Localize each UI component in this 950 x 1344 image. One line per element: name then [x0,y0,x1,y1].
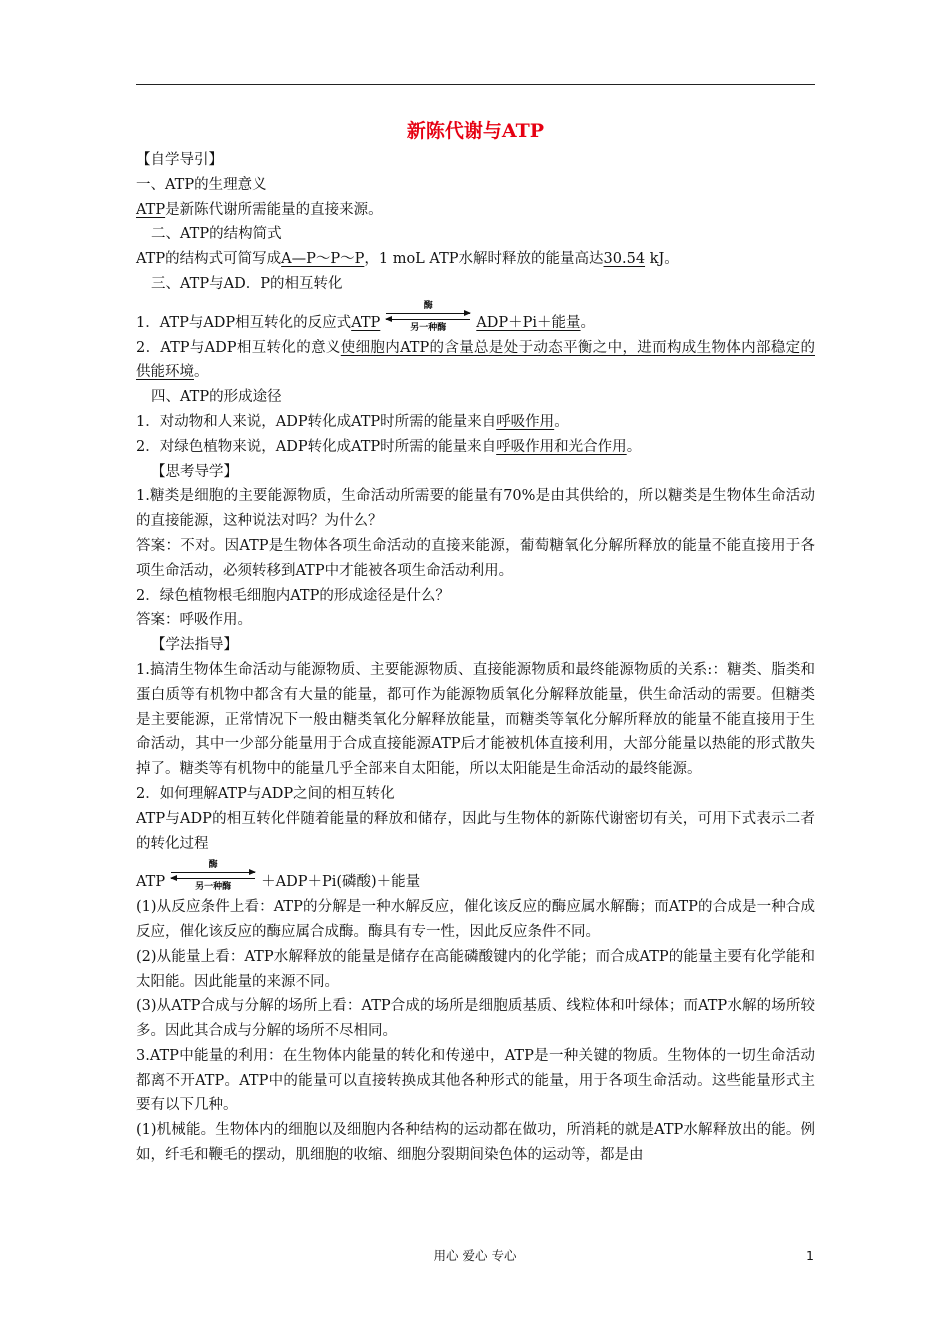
s3-heading: 三、ATP与AD．P的相互转化 [151,275,343,292]
s2-heading: 二、ATP的结构简式 [151,226,282,243]
s4-line1 [136,410,815,435]
s2-text-mid: ，1 moL ATP水解时释放的能量高达 [364,251,604,268]
s4-l1-underlined: 呼吸作用 [496,413,555,430]
s3-l1-text: 1．ATP与ADP相互转化的反应式 [136,314,352,331]
enzyme-label: 酶 [208,860,218,871]
s2-formula: A—P～P～P [281,251,365,268]
forward-arrow-icon [171,872,255,873]
s2-text-post: kJ。 [645,251,679,268]
backward-arrow-icon [386,319,470,320]
s1-line [136,198,815,223]
s3-l2-underlined: 使细胞内ATP的含量总是处于动态平衡之中，进而构成生物体内部稳定的供能环境 [136,339,815,381]
method-item-2: (2)从能量上看：ATP水解释放的能量是储存在高能磷酸键内的化学能；而合成ATP的能量主要有化学能和太阳能。因此能量的来源不同。 [136,948,815,990]
document-body [136,116,815,1168]
enzyme-label: 酶 [423,300,433,311]
think-a1: 答案：不对。因ATP是生物体各项生命活动的直接来能源，葡萄糖氧化分解所释放的能量不能直接用于各项生命活动，必须转移到ATP中才能被各项生命活动利用。 [136,537,815,579]
other-enzyme-label: 另一种酶 [410,322,447,333]
s4-l1-text: 1．对动物和人来说，ADP转化成ATP时所需的能量来自 [136,413,497,430]
s4-l2-underlined: 呼吸作用和光合作用 [496,438,627,455]
think-a2: 答案：呼吸作用。 [136,612,252,629]
reversible-arrow-icon [167,860,259,894]
s2-energy-value: 30.54 [603,251,646,268]
s3-l2-text: 2．ATP与ADP相互转化的意义 [136,339,341,356]
s1-heading: 一、ATP的生理意义 [136,176,267,193]
s1-underlined: ATP [136,201,166,218]
s1-text: 是新陈代谢所需能量的直接来源。 [165,201,383,218]
think-q1: 1.糖类是细胞的主要能源物质，生命活动所需要的能量有70%是由其供给的，所以糖类是生物体生命活动的直接能源，这种说法对吗？为什么？ [136,488,815,530]
s3-line1 [136,300,815,336]
s2-line [136,247,815,272]
s4-line2 [136,435,815,460]
method-p3: 3.ATP中能量的利用：在生物体内能量的转化和传递中，ATP是一种关键的物质。生物体的一切生命活动都离不开ATP。ATP中的能量可以直接转换成其他各种形式的能量，用于各项生命活动。这些能量形式主要有以下几种。 [136,1047,815,1114]
reversible-arrow-icon [382,300,474,335]
equation-products: ＋ADP＋Pi(磷酸)＋能量 [261,874,421,891]
forward-arrow-icon [386,313,470,314]
footer-text: 用心 爱心 专心 [433,1248,517,1263]
page-number: 1 [806,1248,814,1263]
method-p2-heading: 2．如何理解ATP与ADP之间的相互转化 [136,785,395,802]
s3-l1-products: ADP＋Pi＋能量 [476,314,581,331]
other-enzyme-label: 另一种酶 [195,882,232,893]
s3-l2-end: 。 [194,364,209,381]
section-heading-guide: 【自学导引】 [136,152,223,168]
section-heading-think: 【思考导学】 [151,463,238,480]
think-q2: 2．绿色植物根毛细胞内ATP的形成途径是什么？ [136,587,450,604]
s4-l2-end: 。 [626,438,642,455]
method-equation [136,860,815,895]
s4-l2-text: 2．对绿色植物来说，ADP转化成ATP时所需的能量来自 [136,438,497,455]
s3-l1-end: 。 [580,314,596,331]
method-p2-body: ATP与ADP的相互转化伴随着能量的释放和储存，因此与生物体的新陈代谢密切有关，可用下式表示二者的转化过程 [136,810,815,852]
method-item-4: (1)机械能。生物体内的细胞以及细胞内各种结构的运动都在做功，所消耗的就是ATP水解释放出的能。例如，纤毛和鞭毛的摆动，肌细胞的收缩、细胞分裂期间染色体的运动等，都是由 [136,1122,815,1164]
backward-arrow-icon [171,878,255,879]
s4-heading: 四、ATP的形成途径 [151,389,282,406]
s4-l1-end: 。 [554,413,569,430]
section-heading-method: 【学法指导】 [151,637,238,654]
method-item-1: (1)从反应条件上看：ATP的分解是一种水解反应，催化该反应的酶应属水解酶；而ATP的合成是一种合成反应，催化该反应的酶应属合成酶。酶具有专一性，因此反应条件不同。 [136,899,815,940]
method-item-3: (3)从ATP合成与分解的场所上看：ATP合成的场所是细胞质基质、线粒体和叶绿体；而ATP水解的场所较多。因此其合成与分解的场所不尽相同。 [136,998,815,1040]
document-title: 新陈代谢与ATP [406,120,545,142]
s3-line2 [136,336,815,386]
equation-atp: ATP [136,874,166,891]
header-rule [136,84,815,85]
method-p1: 1.搞清生物体生命活动与能源物质、主要能源物质、直接能源物质和最终能源物质的关系:：糖类、脂类和蛋白质等有机物中都含有大量的能量，都可作为能源物质氧化分解释放能量，供生命活动的需要。但糖类是主要能源，正常情况下一般由糖类氧化分解释放能量，而糖类等氧化分解所释放的能量不能直接用于生命活动，其中一少部分能量用于合成直接能源ATP后才能被机体直接利用，大部分能量以热能的形式散失掉了。糖类等有机物中的能量几乎全部来自太阳能，所以太阳能是生命活动的最终能源。 [136,661,815,778]
s3-l1-atp: ATP [351,314,381,331]
s2-text-pre: ATP的结构式可简写成 [136,251,282,268]
